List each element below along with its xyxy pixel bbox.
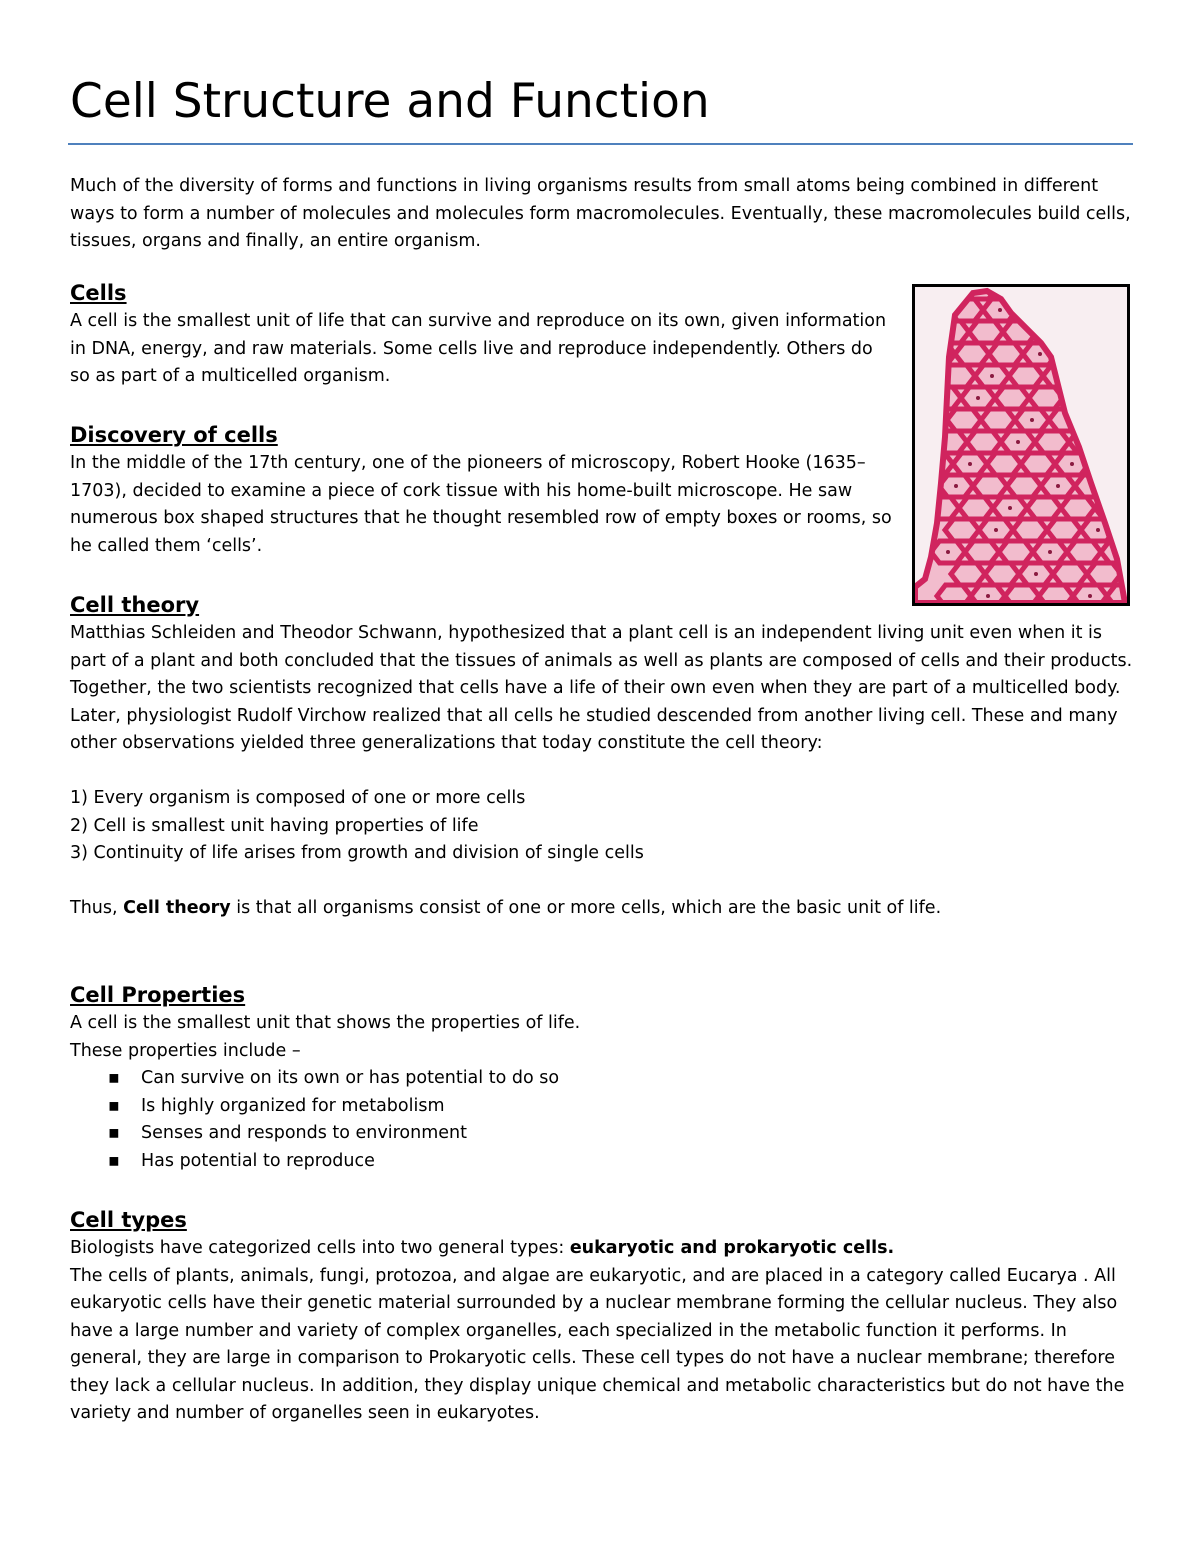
list-item: 1) Every organism is composed of one or more cells (70, 788, 526, 808)
onion-cells-micrograph (915, 287, 1127, 603)
section-cell-properties (70, 980, 1133, 1175)
list-item: ▪ Can survive on its own or has potential to do so (70, 1065, 1133, 1093)
properties-line-1: A cell is the smallest unit that shows the properties of life. (70, 1013, 581, 1033)
discovery-paragraph: In the middle of the 17th century, one of the pioneers of microscopy, Robert Hooke (1635–1703), decided to examine a piece of cork tissue with his home-built microscope. He saw numerous box shaped structures that he thought resembled row of empty boxes or rooms, so he called them ‘cells’. (70, 453, 892, 556)
cell-nucleus (1048, 550, 1052, 554)
cell-nucleus (1016, 440, 1020, 444)
page-title: Cell Structure and Function (70, 74, 710, 129)
list-item: 2) Cell is smallest unit having properties of life (70, 815, 479, 836)
list-item: ▪ Is highly organized for metabolism (70, 1093, 1133, 1121)
bullet-icon: ▪ (108, 1150, 120, 1171)
cells-paragraph: A cell is the smallest unit of life that can survive and reproduce on its own, given information in DNA, energy, and raw materials. Some cells live and reproduce independently. Others do so as part of a multicelled organism. (70, 311, 887, 386)
cell-theory-points (70, 785, 1133, 868)
cell-nucleus (986, 594, 990, 598)
cell-nucleus (976, 396, 980, 400)
cell-theory-paragraph-1: Matthias Schleiden and Theodor Schwann, hypothesized that a plant cell is an independent living unit even when it is part of a plant and both concluded that the tissues of animals as well as plants are composed of cells and their products. Together, the two scientists recognized that cells have a life of their own even when they are part of a multicelled body. (70, 623, 1133, 698)
section-discovery (70, 420, 900, 560)
section-cell-types (70, 1205, 1133, 1428)
list-item: ▪ Has potential to reproduce (70, 1148, 1133, 1176)
list-item: 3) Continuity of life arises from growth and division of single cells (70, 843, 644, 863)
list-item: ▪ Senses and responds to environment (70, 1120, 1133, 1148)
bullet-icon: ▪ (108, 1068, 120, 1088)
cell-nucleus (1030, 418, 1034, 422)
cell-nucleus (1034, 572, 1038, 576)
title-rule (68, 143, 1133, 145)
properties-list (70, 1065, 1133, 1175)
properties-line-2: These properties include – (70, 1040, 301, 1061)
section-cells (70, 278, 890, 391)
section-heading-cell-properties: Cell Properties (70, 983, 246, 1007)
cell-theory-term: Cell theory (123, 898, 231, 918)
bullet-icon: ▪ (108, 1095, 120, 1116)
cell-theory-paragraph-2: Later, physiologist Rudolf Virchow realized that all cells he studied descended from another living cell. These and many other observations yielded three generalizations that today constitute the cell theory: (70, 705, 1118, 753)
cell-nucleus (1096, 528, 1100, 532)
intro-paragraph: Much of the diversity of forms and functions in living organisms results from small atoms being combined in different ways to form a number of molecules and molecules form macromolecules. Eventually, these macromolecules build cells, tissues, organs and finally, an entire organism. (70, 176, 1131, 251)
cell-types-paragraph: The cells of plants, animals, fungi, protozoa, and algae are eukaryotic, and are placed in a category called Eucarya . All eukaryotic cells have their genetic material surrounded by a nuclear membrane forming the cellular nucleus. They also have a large number and variety of complex organelles, each specialized in the metabolic function it performs. In general, they are large in comparison to Prokaryotic cells. These cell types do not have a nuclear membrane; therefore they lack a cellular nucleus. In addition, they display unique chemical and metabolic characteristics but do not have the variety and number of organelles seen in eukaryotes. (70, 1265, 1125, 1423)
section-heading-discovery: Discovery of cells (70, 423, 278, 447)
cell-nucleus (1070, 462, 1074, 466)
cell-nucleus (1088, 594, 1092, 598)
cell-nucleus (946, 550, 950, 554)
cell-nucleus (954, 484, 958, 488)
cell-nucleus (998, 308, 1002, 312)
cell-types-term: eukaryotic and prokaryotic cells. (569, 1238, 895, 1258)
cell-nucleus (1008, 506, 1012, 510)
bullet-icon: ▪ (108, 1123, 120, 1143)
cell-types-intro: Biologists have categorized cells into two general types: eukaryotic and prokaryotic cells. (70, 1238, 895, 1258)
section-heading-cells: Cells (70, 281, 127, 305)
section-heading-cell-types: Cell types (70, 1208, 187, 1232)
micrograph-image (912, 284, 1130, 606)
section-cell-theory (70, 590, 1133, 923)
cell-nucleus (1038, 352, 1042, 356)
cell-nucleus (990, 374, 994, 378)
cell-nucleus (968, 462, 972, 466)
cell-nucleus (1056, 484, 1060, 488)
cell-nucleus (994, 528, 998, 532)
cell-theory-summary: Thus, Cell theory is that all organisms consist of one or more cells, which are the basic unit of life. (70, 898, 942, 918)
section-heading-cell-theory: Cell theory (70, 593, 200, 617)
